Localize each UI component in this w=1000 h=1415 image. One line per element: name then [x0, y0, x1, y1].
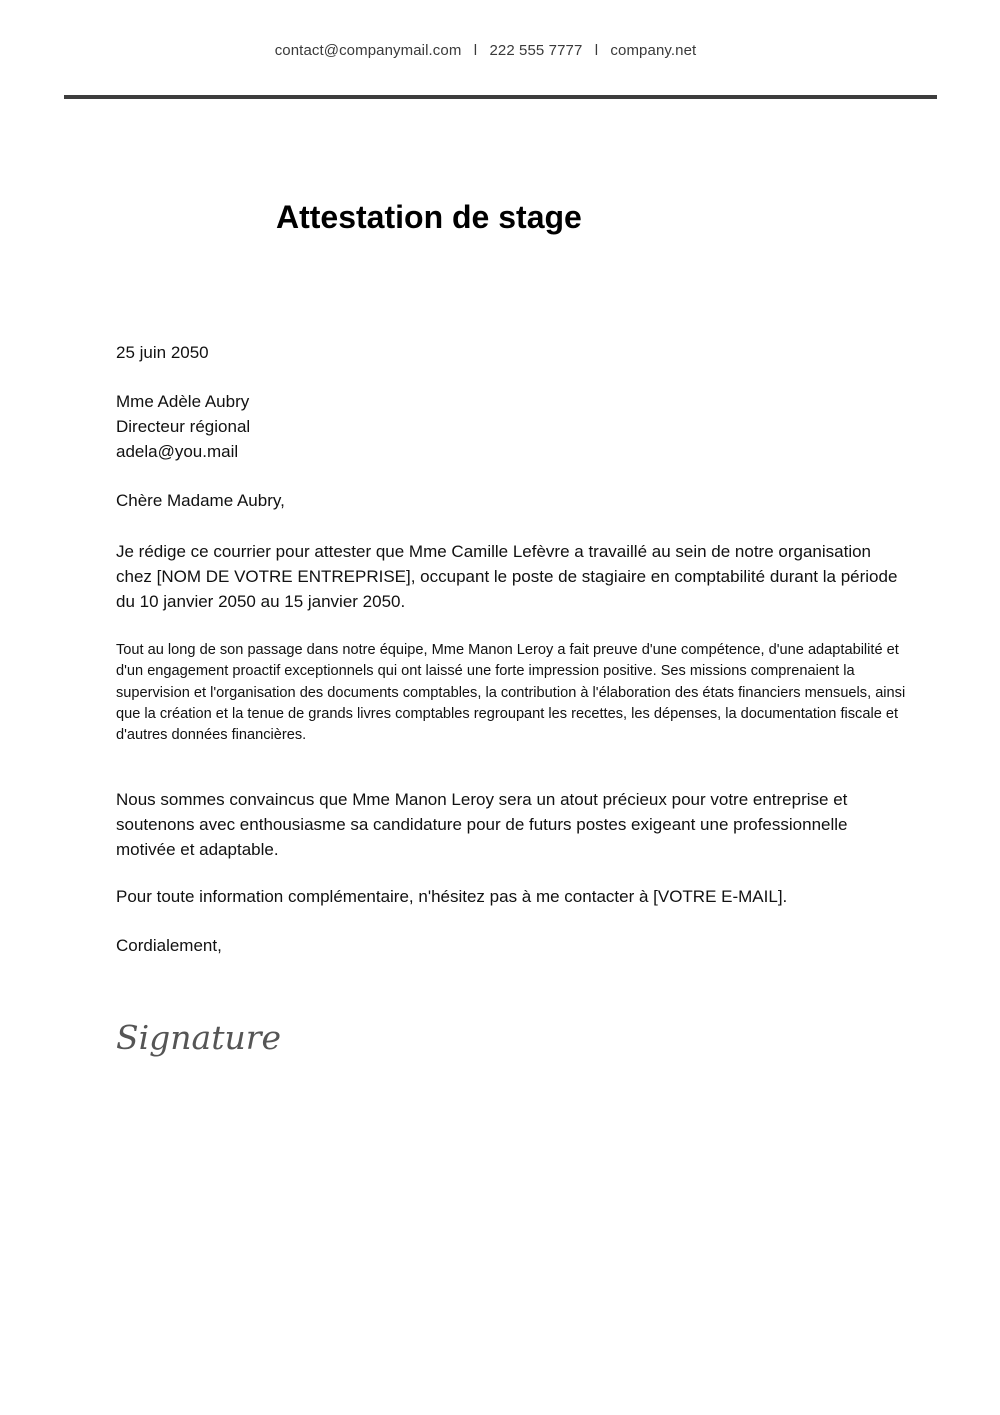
header-phone[interactable]: 222 555 7777 — [489, 42, 583, 59]
header-divider — [64, 95, 937, 99]
header-website[interactable]: company.net — [610, 42, 697, 59]
signature: Signature — [116, 1018, 282, 1057]
header-separator: l — [473, 42, 478, 59]
letter-body — [116, 340, 906, 958]
paragraph-contact: Pour toute information complémentaire, n'hésitez pas à me contacter à [VOTRE E-MAIL]. — [116, 887, 788, 907]
header-separator: l — [594, 42, 599, 59]
header-email[interactable]: contact@companymail.com — [274, 42, 462, 59]
recipient-role: Directeur régional — [116, 417, 251, 436]
paragraph-missions: Tout au long de son passage dans notre équipe, Mme Manon Leroy a fait preuve d'une compétence, d'une adaptabilité et d'un engagement proactif exceptionnels qui ont laissé une forte impression positive. Ses missions comprenaient la supervision et l'organisation des documents comptables, la contribution à l'élaboration des états financiers mensuels, ainsi que la création et la tenue de grands livres comptables regroupant les recettes, les dépenses, la documentation fiscale et d'autres données financières. — [116, 642, 906, 744]
paragraph-recommendation: Nous sommes convaincus que Mme Manon Leroy sera un atout précieux pour votre entreprise et soutenons avec enthousiasme sa candidature pour de futurs postes exigeant une professionnelle motivée et adaptable. — [116, 790, 848, 860]
document-title: Attestation de stage — [276, 199, 582, 235]
letter-date: 25 juin 2050 — [116, 343, 209, 362]
recipient-block — [116, 389, 906, 464]
recipient-email[interactable]: adela@you.mail — [116, 442, 239, 461]
recipient-name: Mme Adèle Aubry — [116, 392, 250, 411]
salutation: Chère Madame Aubry, — [116, 491, 285, 510]
contact-bar — [0, 42, 971, 59]
paragraph-attestation: Je rédige ce courrier pour attester que Mme Camille Lefèvre a travaillé au sein de notre organisation chez [NOM DE VOTRE ENTREPRISE], occupant le poste de stagiaire en comptabilité durant la période du 10 janvier 2050 au 15 janvier 2050. — [116, 542, 898, 611]
closing: Cordialement, — [116, 936, 222, 956]
